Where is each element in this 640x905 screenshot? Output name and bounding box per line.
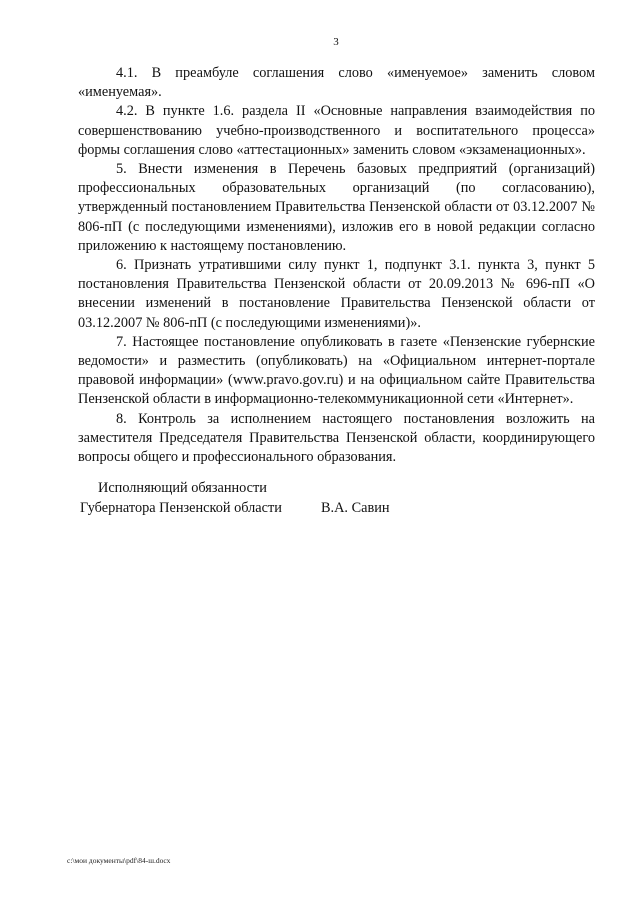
paragraph-6: 6. Признать утратившими силу пункт 1, подпункт 3.1. пункта 3, пункт 5 постановления Правительства Пензенской области от 20.09.2013 № 696-пП «О внесении изменений в постановление Правительства Пензенской области от 03.12.2007 № 806-пП (с последующими изменениями)».	[78, 257, 595, 331]
paragraph-4-1: 4.1. В преамбуле соглашения слово «именуемое» заменить словом «именуемая».	[78, 65, 595, 101]
footer-file-path: c:\мои документы\pdf\84-ш.docx	[67, 856, 171, 865]
signature-row	[80, 499, 460, 519]
paragraph-5: 5. Внести изменения в Перечень базовых предприятий (организаций) профессиональных образовательных организаций (по согласованию), утвержденный постановлением Правительства Пензенской области от 03.12.2007 № 806-пП (с последующими изменениями), изложив его в новой редакции согласно приложению к настоящему постановлению.	[78, 161, 595, 254]
signature-title: Губернатора Пензенской области	[80, 499, 282, 516]
signatory-name: В.А. Савин	[321, 499, 390, 516]
signature-acting-label: Исполняющий обязанности	[98, 480, 267, 496]
paragraph-8: 8. Контроль за исполнением настоящего постановления возложить на заместителя Председателя Правительства Пензенской области, координирующего вопросы общего и профессионального образования.	[78, 410, 595, 466]
document-body	[78, 64, 595, 467]
page-number: 3	[333, 36, 339, 48]
signature-block	[80, 479, 460, 518]
paragraph-7: 7. Настоящее постановление опубликовать в газете «Пензенские губернские ведомости» и разместить (опубликовать) на «Официальном интернет-портале правовой информации» (www.pravo.gov.ru) и на официальном сайте Правительства Пензенской области в информационно-телекоммуникационной сети «Интернет».	[78, 333, 595, 408]
paragraph-4-2: 4.2. В пункте 1.6. раздела II «Основные направления взаимодействия по совершенствованию учебно-производственного и воспитательного процесса» формы соглашения слово «аттестационных» заменить словом «экзаменационных».	[78, 103, 595, 158]
